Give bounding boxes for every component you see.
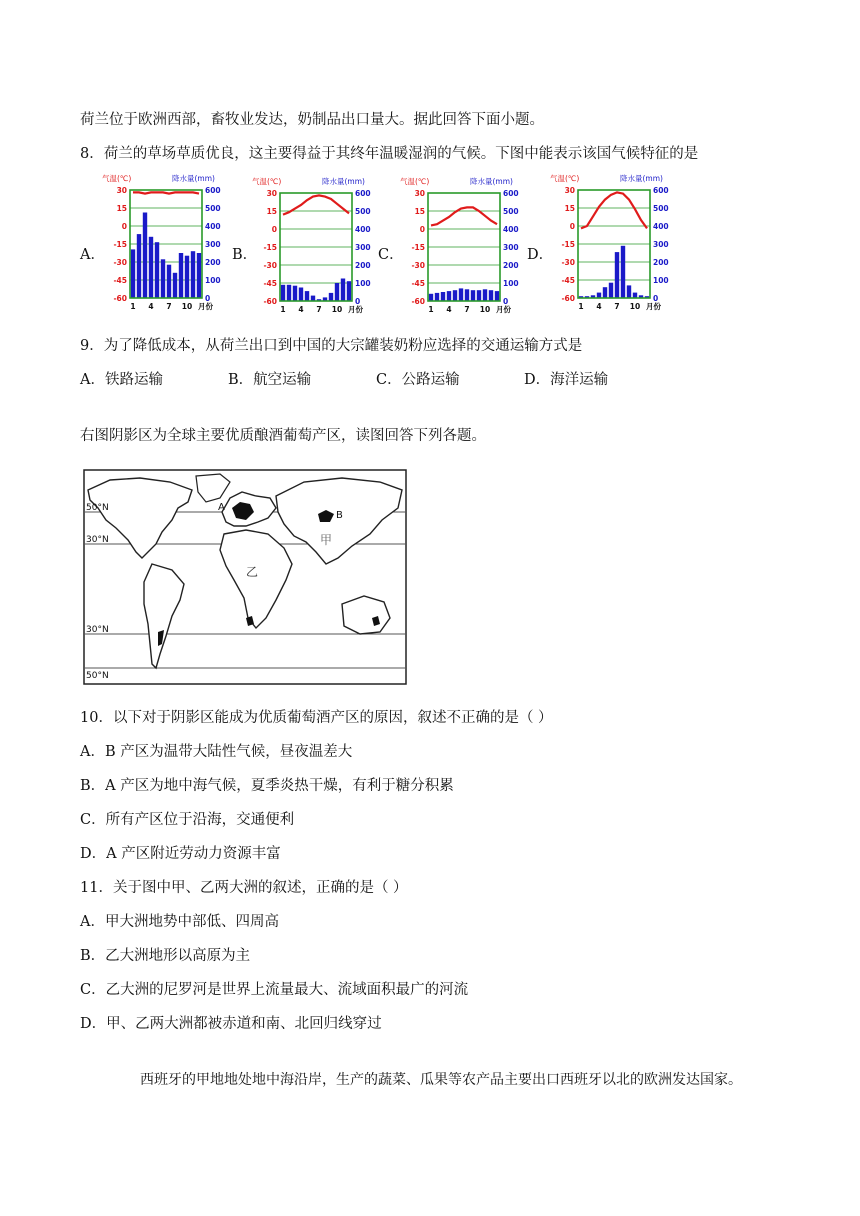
temp-tick-label: 30 — [116, 186, 127, 195]
climate-chart-d — [548, 172, 678, 324]
temp-tick-label: -15 — [113, 240, 127, 249]
label-yi: 乙 — [246, 565, 259, 579]
precip-bar — [335, 283, 339, 301]
precip-tick-label: 300 — [205, 240, 221, 249]
temp-tick-label: -15 — [561, 240, 575, 249]
precip-bar — [341, 279, 345, 302]
precip-bar — [149, 237, 153, 298]
precip-bar — [615, 252, 619, 298]
precip-bar — [495, 291, 499, 301]
precip-tick-label: 0 — [503, 297, 509, 306]
precip-tick-label: 100 — [653, 276, 669, 285]
precip-bar — [185, 256, 189, 298]
precip-tick-label: 600 — [355, 189, 371, 198]
x-tick-label: 10 — [331, 305, 343, 314]
precip-tick-label: 100 — [355, 279, 371, 288]
temp-tick-label: -30 — [561, 258, 575, 267]
x-tick-label: 10 — [181, 302, 193, 311]
climate-chart-a — [100, 172, 230, 324]
temp-tick-label: 0 — [569, 222, 575, 231]
temp-line — [283, 195, 349, 214]
temp-axis-title: 气温(℃) — [550, 174, 580, 183]
lat-30s-label: 30°N — [86, 625, 109, 635]
q11-option-b[interactable]: B．乙大洲地形以高原为主 — [80, 948, 251, 964]
precip-tick-label: 400 — [503, 225, 519, 234]
precip-bar — [477, 290, 481, 301]
precip-bar — [441, 292, 445, 301]
lat-30n-label: 30°N — [86, 535, 109, 545]
precip-bar — [465, 289, 469, 301]
precip-tick-label: 100 — [205, 276, 221, 285]
temp-tick-label: -15 — [263, 243, 277, 252]
x-tick-label: 7 — [614, 302, 620, 311]
temp-tick-label: -45 — [263, 279, 277, 288]
precip-bar — [179, 253, 183, 298]
precip-bar — [167, 265, 171, 298]
temp-tick-label: -60 — [113, 294, 127, 303]
question-10-stem: 10．以下对于阴影区能成为优质葡萄酒产区的原因，叙述不正确的是（ ） — [80, 710, 553, 726]
option-a-label[interactable]: A． — [80, 247, 105, 263]
precip-bar — [299, 288, 303, 302]
precip-bar — [447, 291, 451, 301]
x-tick-label: 10 — [629, 302, 641, 311]
x-tick-label: 4 — [446, 305, 452, 314]
month-label: 月份 — [496, 305, 511, 314]
precip-axis-title: 降水量(mm) — [322, 177, 365, 186]
temp-tick-label: 0 — [121, 222, 127, 231]
temp-tick-label: 30 — [414, 189, 425, 198]
question-9-stem: 9．为了降低成本，从荷兰出口到中国的大宗罐装奶粉应选择的交通运输方式是 — [80, 338, 583, 354]
temp-tick-label: 15 — [116, 204, 127, 213]
climate-chart-b-svg — [250, 175, 380, 323]
q11-option-d[interactable]: D．甲、乙两大洲都被赤道和南、北回归线穿过 — [80, 1016, 382, 1032]
lat-50n-label: 50°N — [86, 503, 109, 513]
precip-tick-label: 0 — [355, 297, 361, 306]
precip-bar — [281, 285, 285, 301]
precip-bar — [603, 287, 607, 298]
precip-bar — [459, 288, 463, 301]
question-9-options — [80, 370, 608, 390]
precip-bar — [137, 234, 141, 298]
temp-line — [133, 192, 199, 193]
precip-tick-label: 400 — [653, 222, 669, 231]
precip-bar — [453, 290, 457, 301]
precip-tick-label: 200 — [205, 258, 221, 267]
x-tick-label: 1 — [280, 305, 286, 314]
precip-bar — [489, 290, 493, 301]
precip-bar — [287, 285, 291, 301]
precip-axis-title: 降水量(mm) — [172, 174, 215, 183]
q9-option-d[interactable]: D．海洋运输 — [524, 372, 609, 388]
x-tick-label: 4 — [596, 302, 602, 311]
precip-tick-label: 0 — [205, 294, 211, 303]
month-label: 月份 — [348, 305, 363, 314]
precip-bar — [633, 293, 637, 298]
q11-option-c[interactable]: C．乙大洲的尼罗河是世界上流量最大、流域面积最广的河流 — [80, 982, 469, 998]
precip-tick-label: 0 — [653, 294, 659, 303]
climate-chart-c — [398, 175, 528, 327]
temp-tick-label: -45 — [561, 276, 575, 285]
label-jia: 甲 — [320, 533, 333, 547]
temp-tick-label: -60 — [263, 297, 277, 306]
precip-tick-label: 400 — [205, 222, 221, 231]
temp-axis-title: 气温(℃) — [400, 177, 430, 186]
q10-option-b[interactable]: B．A 产区为地中海气候，夏季炎热干燥，有利于糖分积累 — [80, 778, 454, 794]
precip-bar — [435, 293, 439, 301]
month-label: 月份 — [646, 302, 661, 311]
precip-tick-label: 300 — [503, 243, 519, 252]
x-tick-label: 7 — [166, 302, 172, 311]
marker-b: B — [336, 510, 343, 521]
temp-tick-label: 30 — [564, 186, 575, 195]
precip-bar — [597, 293, 601, 298]
x-tick-label: 10 — [479, 305, 491, 314]
marker-a: A — [218, 502, 225, 513]
question-11-stem: 11．关于图中甲、乙两大洲的叙述，正确的是（ ） — [80, 880, 408, 896]
x-tick-label: 1 — [428, 305, 434, 314]
precip-tick-label: 300 — [355, 243, 371, 252]
precip-tick-label: 200 — [503, 261, 519, 270]
temp-tick-label: -60 — [561, 294, 575, 303]
x-tick-label: 7 — [316, 305, 322, 314]
precip-bar — [621, 246, 625, 298]
x-tick-label: 1 — [130, 302, 136, 311]
precip-bar — [347, 281, 351, 301]
question-8-stem: 8．荷兰的草场草质优良，这主要得益于其终年温暖湿润的气候。下图中能表示该国气候特征的是 — [80, 146, 699, 162]
temp-tick-label: -30 — [113, 258, 127, 267]
option-b-label[interactable]: B． — [232, 247, 258, 263]
temp-tick-label: -45 — [411, 279, 425, 288]
precip-tick-label: 200 — [653, 258, 669, 267]
precip-bar — [161, 259, 165, 298]
precip-axis-title: 降水量(mm) — [620, 174, 663, 183]
precip-tick-label: 600 — [653, 186, 669, 195]
precip-tick-label: 500 — [503, 207, 519, 216]
precip-tick-label: 600 — [503, 189, 519, 198]
q9-option-a[interactable]: A．铁路运输 — [80, 372, 163, 388]
x-tick-label: 4 — [148, 302, 154, 311]
temp-tick-label: -45 — [113, 276, 127, 285]
climate-chart-c-svg — [398, 175, 528, 323]
intro-text-2: 右图阴影区为全球主要优质酿酒葡萄产区，读图回答下列各题。 — [80, 428, 486, 444]
q9-option-c[interactable]: C．公路运输 — [376, 372, 460, 388]
temp-tick-label: 15 — [414, 207, 425, 216]
temp-tick-label: 30 — [266, 189, 277, 198]
precip-bar — [131, 249, 135, 298]
precip-bar — [609, 283, 613, 298]
temp-tick-label: 0 — [271, 225, 277, 234]
precip-tick-label: 300 — [653, 240, 669, 249]
intro-text-3: 西班牙的甲地地处地中海沿岸，生产的蔬菜、瓜果等农产品主要出口西班牙以北的欧洲发达国家。 — [140, 1072, 742, 1088]
temp-tick-label: -60 — [411, 297, 425, 306]
x-tick-label: 4 — [298, 305, 304, 314]
temp-tick-label: -30 — [263, 261, 277, 270]
temp-tick-label: -15 — [411, 243, 425, 252]
month-label: 月份 — [198, 302, 213, 311]
precip-tick-label: 500 — [653, 204, 669, 213]
q10-option-c[interactable]: C．所有产区位于沿海，交通便利 — [80, 812, 295, 828]
q11-option-a[interactable]: A．甲大洲地势中部低、四周高 — [80, 914, 279, 930]
precip-bar — [311, 296, 315, 301]
option-c-label[interactable]: C． — [378, 247, 404, 263]
climate-chart-b — [250, 175, 380, 327]
precip-bar — [429, 294, 433, 301]
climate-chart-d-svg — [548, 172, 678, 320]
precip-tick-label: 600 — [205, 186, 221, 195]
precip-bar — [627, 285, 631, 298]
temp-tick-label: -30 — [411, 261, 425, 270]
intro-text: 荷兰位于欧洲西部，畜牧业发达，奶制品出口量大。据此回答下面小题。 — [80, 112, 544, 128]
lat-50s-label: 50°N — [86, 671, 109, 681]
precip-axis-title: 降水量(mm) — [470, 177, 513, 186]
temp-line — [581, 192, 647, 228]
precip-bar — [483, 289, 487, 301]
q10-option-a[interactable]: A．B 产区为温带大陆性气候，昼夜温差大 — [80, 744, 353, 760]
precip-tick-label: 200 — [355, 261, 371, 270]
q10-option-d[interactable]: D．A 产区附近劳动力资源丰富 — [80, 846, 281, 862]
precip-tick-label: 400 — [355, 225, 371, 234]
precip-bar — [329, 293, 333, 301]
precip-tick-label: 500 — [355, 207, 371, 216]
precip-tick-label: 100 — [503, 279, 519, 288]
temp-tick-label: 0 — [419, 225, 425, 234]
precip-tick-label: 500 — [205, 204, 221, 213]
temp-axis-title: 气温(℃) — [102, 174, 132, 183]
temp-line — [431, 207, 497, 225]
precip-bar — [471, 290, 475, 301]
precip-bar — [143, 213, 147, 299]
precip-bar — [197, 253, 201, 298]
q9-option-b[interactable]: B．航空运输 — [228, 372, 312, 388]
precip-bar — [293, 286, 297, 301]
precip-bar — [305, 291, 309, 301]
precip-bar — [191, 251, 195, 298]
precip-bar — [173, 273, 177, 298]
climate-chart-a-svg — [100, 172, 230, 320]
x-tick-label: 1 — [578, 302, 584, 311]
temp-axis-title: 气温(℃) — [252, 177, 282, 186]
temp-tick-label: 15 — [266, 207, 277, 216]
option-d-label[interactable]: D． — [527, 247, 554, 263]
x-tick-label: 7 — [464, 305, 470, 314]
temp-tick-label: 15 — [564, 204, 575, 213]
world-map-svg — [80, 468, 408, 686]
world-map — [80, 468, 408, 686]
precip-bar — [155, 242, 159, 298]
